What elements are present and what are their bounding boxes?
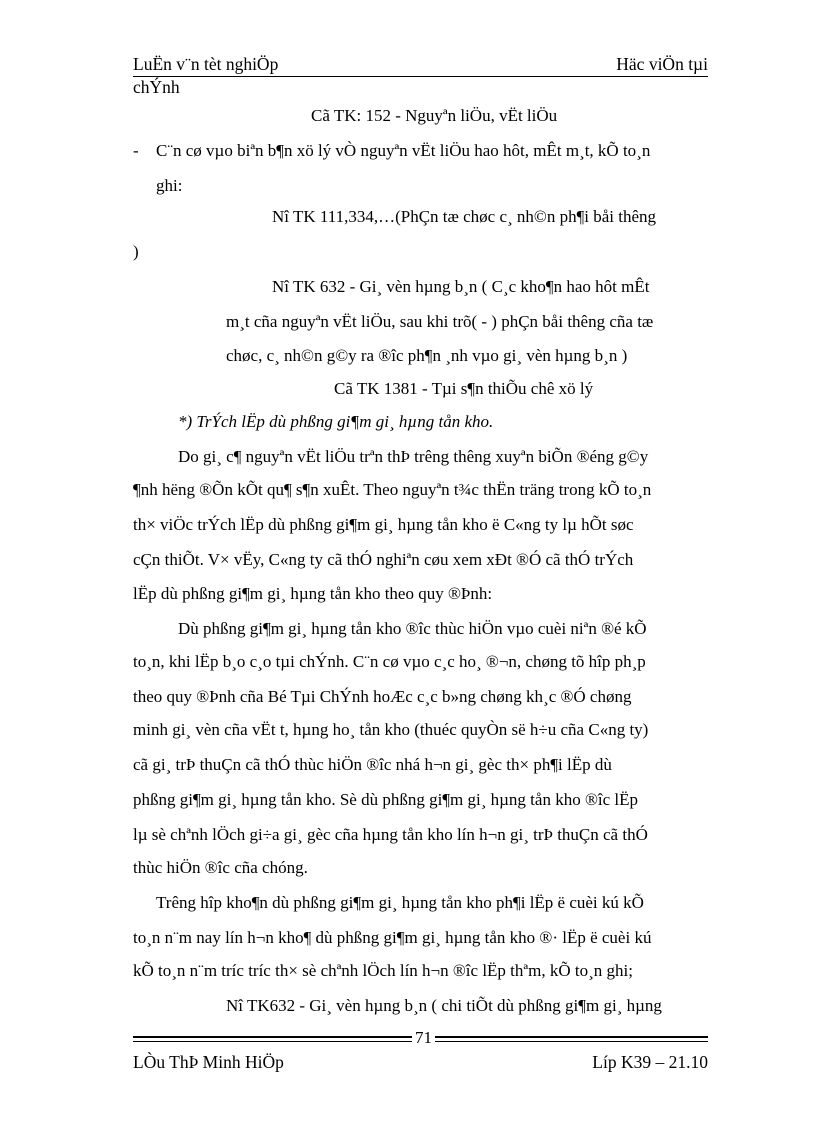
body-line: minh gi¸ vèn cña vËt t, hµng ho¸ tån kho (thuéc quyÒn së h÷u cña C«ng ty) (133, 720, 649, 739)
body-line: ) (133, 242, 139, 261)
body-line: Nî TK632 - Gi¸ vèn hµng b¸n ( chi tiÕt dù phßng gi¶m gi¸ hµng (226, 996, 662, 1015)
body-line: ¶nh hëng ®Õn kÕt qu¶ s¶n xuÊt. Theo nguyªn t¾c thËn träng trong kÕ to¸n (133, 480, 652, 499)
list-bullet: - (133, 141, 139, 160)
body-line: lµ sè chªnh lÖch gi÷a gi¸ gèc cña hµng tån kho lín h¬n gi¸ trÞ thuÇn cã thÓ (133, 825, 648, 844)
header-title-right: Häc viÖn tµi (616, 54, 708, 74)
body-line: Do gi¸ c¶ nguyªn vËt liÖu trªn thÞ trêng thêng xuyªn biÕn ®éng g©y (178, 447, 649, 466)
body-line: th× viÖc trÝch lËp dù phßng gi¶m gi¸ hµng tån kho ë C«ng ty lµ hÕt søc (133, 515, 634, 534)
header-rule (133, 76, 708, 77)
body-line: ghi: (156, 176, 183, 195)
header-title-left: LuËn v¨n tèt nghiÖp (133, 54, 279, 74)
body-line: to¸n, khi lËp b¸o c¸o tµi chÝnh. C¨n cø vµo c¸c ho¸ ®¬n, chøng tõ hîp ph¸p (133, 652, 646, 671)
body-line: Nî TK 632 - Gi¸ vèn hµng b¸n ( C¸c kho¶n hao hôt mÊt (272, 277, 650, 296)
body-line: theo quy ®Þnh cña Bé Tµi ChÝnh hoÆc c¸c b»ng chøng kh¸c ®Ó chøng (133, 687, 632, 706)
body-line: Cã TK: 152 - Nguyªn liÖu, vËt liÖu (311, 106, 558, 125)
body-line: m¸t cña nguyªn vËt liÖu, sau khi trõ( - ) phÇn båi thêng cña tæ (226, 312, 654, 331)
body-line: C¨n cø vµo biªn b¶n xö lý vÒ nguyªn vËt liÖu hao hôt, mÊt m¸t, kÕ to¸n (156, 141, 651, 160)
body-line: phßng gi¶m gi¸ hµng tån kho. Sè dù phßng gi¶m gi¸ hµng tån kho ®îc lËp (133, 790, 638, 809)
body-line: chøc, c¸ nh©n g©y ra ®îc ph¶n ¸nh vµo gi¸ vèn hµng b¸n ) (226, 346, 628, 365)
body-line: Cã TK 1381 - Tµi s¶n thiÕu chê xö lý (334, 379, 594, 398)
body-line: to¸n n¨m nay lín h¬n kho¶ dù phßng gi¶m gi¸ hµng tån kho ®· lËp ë cuèi kú (133, 928, 652, 947)
footer-class: Líp K39 – 21.10 (592, 1052, 708, 1072)
body-line: lËp dù phßng gi¶m gi¸ hµng tån kho theo quy ®Þnh: (133, 584, 493, 603)
page-number: 71 (412, 1028, 435, 1048)
body-line: kÕ to¸n n¨m tríc tríc th× sè chªnh lÖch lín h¬n ®îc lËp thªm, kÕ to¸n ghi; (133, 961, 633, 980)
footer-author: LÒu ThÞ Minh HiÖp (133, 1052, 284, 1072)
body-line: cã gi¸ trÞ thuÇn cã thÓ thùc hiÖn ®îc nhá h¬n gi¸ gèc th× ph¶i lËp dù (133, 755, 612, 774)
section-heading: *) TrÝch lËp dù phßng gi¶m gi¸ hµng tån kho. (178, 412, 494, 431)
header-continuation: chÝnh (133, 77, 180, 97)
body-line: Trêng hîp kho¶n dù phßng gi¶m gi¸ hµng tån kho ph¶i lËp ë cuèi kú kÕ (156, 893, 644, 912)
body-line: Dù phßng gi¶m gi¸ hµng tån kho ®îc thùc hiÖn vµo cuèi niªn ®é kÕ (178, 619, 647, 638)
body-line: Nî TK 111,334,…(PhÇn tæ chøc c¸ nh©n ph¶i båi thêng (272, 207, 657, 226)
body-line: cÇn thiÕt. V× vËy, C«ng ty cã thÓ nghiªn cøu xem xÐt ®Ó cã thÓ trÝch (133, 550, 634, 569)
body-line: thùc hiÖn ®îc cña chóng. (133, 858, 308, 877)
